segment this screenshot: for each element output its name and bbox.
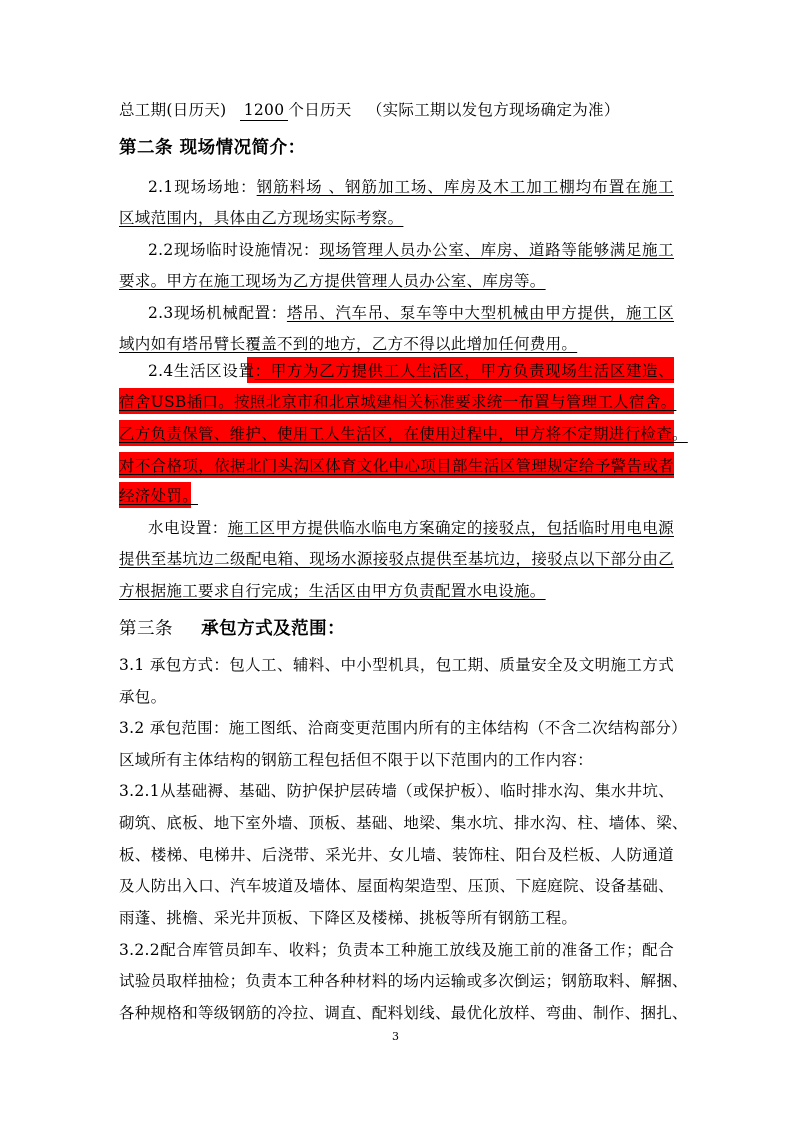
- s2-4-line2: [119, 392, 677, 412]
- s2-4-line1: [148, 361, 674, 381]
- s3-2-2-line2: 试验员取样抽检；负责本工种各种材料的场内运输或多次倒运；钢筋取料、解捆、: [119, 972, 688, 990]
- s2-2-text2: 要求。甲方在施工现场为乙方提供管理人员办公室、库房等。: [119, 272, 546, 290]
- s3-2-1-line4: 及人防出入口、汽车坡道及墙体、屋面构架造型、压顶、下庭庭院、设备基础、: [119, 877, 674, 895]
- s2-2-line2: [119, 271, 674, 291]
- duration-note: （实际工期以发包方现场确定为准）: [366, 101, 620, 119]
- water-power-text3: 方根据施工要求自行完成；生活区由甲方负责配置水电设施。: [119, 582, 546, 600]
- water-power-text1: 施工区甲方提供临水临电方案确定的接驳点，包括临时用电电源: [227, 519, 674, 537]
- s3-2-1-line3: 板、楼梯、电梯井、后浇带、采光井、女儿墙、装饰柱、阳台及栏板、人防通道: [119, 846, 674, 864]
- water-power-line2: [119, 549, 674, 569]
- page-number: 3: [392, 1030, 399, 1043]
- s2-2-line1: [148, 240, 674, 260]
- s2-3-line1: [148, 303, 674, 323]
- duration-label: 总工期(日历天): [119, 101, 227, 119]
- s3-2-line2: 区域所有主体结构的钢筋工程包括但不限于以下范围内的工作内容：: [119, 751, 594, 769]
- s2-4-text1: ：甲方为乙方提供工人生活区，甲方负责现场生活区建造、: [254, 362, 674, 380]
- water-power-text2: 提供至基坑边二级配电箱、现场水源接驳点提供至基坑边，接驳点以下部分由乙: [119, 550, 674, 568]
- s2-1-label: 2.1现场场地：: [148, 178, 257, 196]
- s2-3-text2: 域内如有塔吊臂长覆盖不到的地方，乙方不得以此增加任何费用。: [119, 335, 578, 353]
- s2-3-line2: [119, 334, 674, 354]
- s2-2-label: 2.2现场临时设施情况：: [148, 241, 320, 259]
- article3-prefix: 第三条: [119, 619, 173, 639]
- duration-line: [119, 100, 674, 121]
- s2-3-label: 2.3现场机械配置：: [148, 304, 287, 322]
- duration-unit: 个日历天: [288, 101, 352, 119]
- s3-2-1-line2: 砌筑、底板、地下室外墙、顶板、基础、地梁、集水坑、排水沟、柱、墙体、梁、: [119, 814, 688, 832]
- s2-1-text2: 区域范围内，具体由乙方现场实际考察。: [119, 209, 404, 227]
- s2-4-text4: 对不合格项，依据北门头沟区体育文化中心项目部生活区管理规定给予警告或者: [119, 457, 674, 475]
- s3-2-1-line5: 雨蓬、挑檐、采光井顶板、下降区及楼梯、挑板等所有钢筋工程。: [119, 909, 578, 927]
- s2-4-text3: 乙方负责保管、维护、使用工人生活区，在使用过程中，甲方将不定期进行检查。: [119, 425, 688, 443]
- s2-4-label: 2.4生活区设置: [148, 362, 255, 380]
- s2-2-text: 现场管理人员办公室、库房、道路等能够满足施工: [319, 241, 674, 259]
- s3-2-1-line1: 3.2.1从基础褥、基础、防护保护层砖墙（或保护板）、临时排水沟、集水井坑、: [119, 782, 674, 800]
- water-power-label: 水电设置：: [148, 519, 228, 537]
- s2-1-line2: [119, 208, 674, 228]
- water-power-line3: [119, 581, 674, 601]
- s2-1-text: 钢筋料场 、钢筋加工场、库房及木工加工棚均布置在施工: [256, 178, 674, 196]
- s2-4-text2: 宿舍USB插口。按照北京市和北京城建相关标准要求统一布置与管理工人宿舍。: [119, 393, 677, 411]
- s2-3-text: 塔吊、汽车吊、泵车等中大型机械由甲方提供，施工区: [286, 304, 675, 322]
- s2-4-line4: [119, 456, 674, 476]
- s3-2-2-line1: 3.2.2配合库管员卸车、收料；负责本工种施工放线及施工前的准备工作；配合: [119, 941, 674, 959]
- water-power-line1: [148, 518, 674, 538]
- s3-2-line1: 3.2 承包范围：施工图纸、洽商变更范围内所有的主体结构（不含二次结构部分）: [119, 719, 687, 737]
- s3-1-line2: 承包。: [119, 688, 167, 706]
- article2-heading: 第二条 现场情况简介：: [119, 138, 306, 158]
- s3-1-line1: 3.1 承包方式：包人工、辅料、中小型机具，包工期、质量安全及文明施工方式: [119, 656, 674, 674]
- s2-4-line5: [119, 486, 674, 506]
- duration-value: 1200: [240, 100, 289, 121]
- s2-1-line1: [148, 177, 674, 197]
- article3-heading: [119, 619, 674, 639]
- article3-title: 承包方式及范围：: [201, 619, 346, 639]
- s2-4-line3: [119, 424, 688, 444]
- s3-2-2-line3: 各种规格和等级钢筋的冷拉、调直、配料划线、最优化放样、弯曲、制作、捆扎、: [119, 1004, 688, 1022]
- s2-4-text5: 经济处罚。: [119, 487, 199, 505]
